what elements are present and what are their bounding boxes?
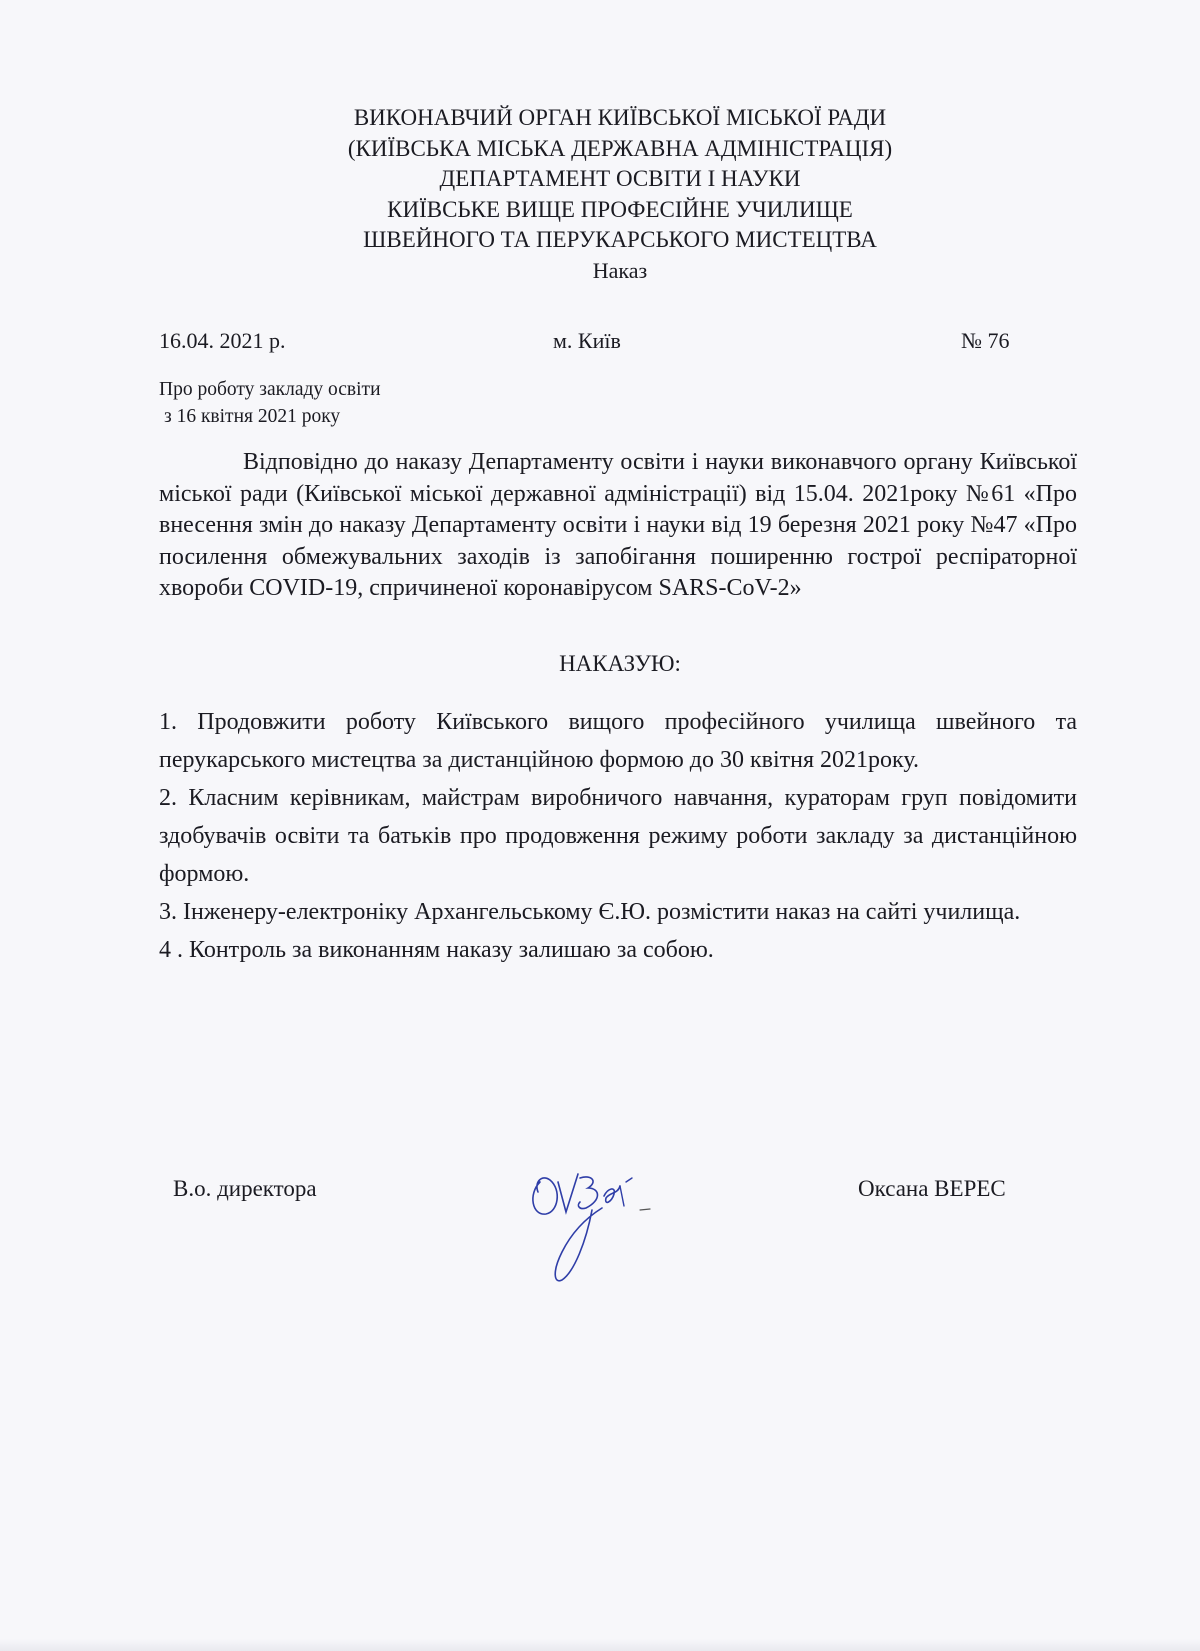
order-number: № 76 xyxy=(961,328,1010,353)
order-city: м. Київ xyxy=(553,328,621,353)
document-type: Наказ xyxy=(592,257,648,283)
order-word: НАКАЗУЮ: xyxy=(559,651,681,676)
order-item-2: 2. Класним керівникам, майстрам виробничого навчання, кураторам груп повідомити здобувачів освіти та батьків про продовження режиму роботи закладу за дистанційною формою. xyxy=(159,785,1077,887)
header-line-2: (КИЇВСЬКА МІСЬКА ДЕРЖАВНА АДМІНІСТРАЦІЯ) xyxy=(347,135,893,161)
order-date: 16.04. 2021 р. xyxy=(159,328,286,353)
header-line-4: КИЇВСЬКЕ ВИЩЕ ПРОФЕСІЙНЕ УЧИЛИЩЕ xyxy=(387,196,853,222)
order-subject xyxy=(159,376,381,430)
subject-line-2: з 16 квітня 2021 року xyxy=(164,406,341,427)
preamble-text: Відповідно до наказу Департаменту освіти і науки виконавчого органу Київської міської ради (Київської міської державної адміністрації) від 15.04. 2021року №61 «Про внесення змін до наказу Департаменту освіти і науки від 19 березня 2021 року №47 «Про посилення обмежувальних заходів із запобігання поширенню гострої респіраторної хвороби COVID-19, спричиненої коронавірусом SARS-CoV-2» xyxy=(159,449,1077,601)
scan-edge xyxy=(0,1639,1200,1651)
order-item-4: 4 . Контроль за виконанням наказу залишаю за собою. xyxy=(159,937,714,963)
header-line-3: ДЕПАРТАМЕНТ ОСВІТИ І НАУКИ xyxy=(439,166,801,191)
header-line-1: ВИКОНАВЧИЙ ОРГАН КИЇВСЬКОЇ МІСЬКОЇ РАДИ xyxy=(353,105,887,130)
header-line-5: ШВЕЙНОГО ТА ПЕРУКАРСЬКОГО МИСТЕЦТВА xyxy=(363,227,877,252)
signatory-position: В.о. директора xyxy=(173,1176,317,1201)
signatory-name: Оксана ВЕРЕС xyxy=(858,1176,1006,1201)
document-header xyxy=(0,103,1200,286)
handwritten-signature xyxy=(522,1152,672,1302)
order-items xyxy=(159,703,1077,969)
subject-line-1: Про роботу закладу освіти xyxy=(159,379,381,400)
order-item-1: 1. Продовжити роботу Київського вищого професійного училища швейного та перукарського мистецтва за дистанційною формою до 30 квітня 2021року. xyxy=(159,709,1077,773)
order-item-3: 3. Інженеру-електроніку Архангельському Є.Ю. розмістити наказ на сайті училища. xyxy=(159,899,1021,925)
preamble xyxy=(159,447,1077,605)
